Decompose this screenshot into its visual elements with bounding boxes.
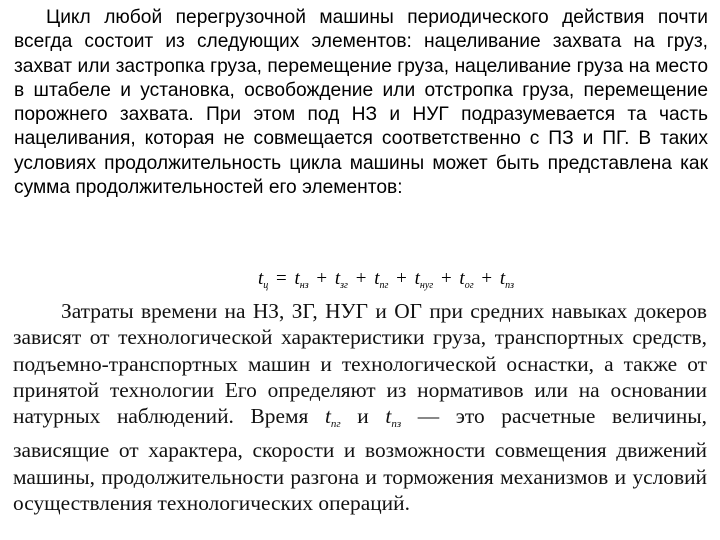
paragraph-time-costs-text-end: — это расчетные величины, зависящие от характера, скорости и возможности совмещения движений машины, продолжительности разгона и торможения механизмов и условий осуществления технологических операций. xyxy=(13,404,707,516)
paragraph-cycle-elements xyxy=(14,6,708,200)
conjunction-and: и xyxy=(340,404,386,429)
paragraph-time-costs xyxy=(13,298,707,516)
paragraph-time-costs-text-start: Затраты времени на НЗ, ЗГ, НУГ и ОГ при средних навыках докеров зависят от технологической характеристики груза, транспортных средств, подъемно-транспортных машин и технологической оснастки, а также от принятой технологии Его определяют из нормативов или на основании натурных наблюдений. Время xyxy=(13,299,707,429)
cycle-duration-formula xyxy=(258,265,518,293)
variable-t-pz: $t_{пз}$ xyxy=(385,404,402,431)
formula-equals: = xyxy=(276,268,287,289)
formula-plus: + xyxy=(396,268,407,289)
formula-plus: + xyxy=(316,268,328,289)
variable-t-pg: $t_{пг}$ xyxy=(324,404,341,431)
formula-term: $t_{ог}$ xyxy=(459,268,474,291)
formula-plus: + xyxy=(481,268,493,289)
paragraph-cycle-elements-text: Цикл любой перегрузочной машины периодического действия почти всегда состоит из следующих элементов: нацеливание захвата на груз, захват или застропка груза, перемещение груза, нацеливание груза на место в штабеле и установка, освобождение или отстропка груза, перемещение порожнего захвата. При этом под НЗ и НУГ подразумевается та часть нацеливания, которая не совмещается соответственно с ПЗ и ПГ. В таких условиях продолжительность цикла машины может быть представлена как сумма продолжительностей его элементов: xyxy=(14,7,708,199)
formula-term: $t_{пз}$ xyxy=(499,268,514,291)
formula-term: $t_{пг}$ xyxy=(374,268,389,291)
formula-term: $t_{нуг}$ xyxy=(414,268,434,291)
formula-plus: + xyxy=(440,268,452,289)
formula-plus: + xyxy=(355,268,367,289)
formula-term: $t_{зг}$ xyxy=(334,268,348,291)
formula-term: $t_{нз}$ xyxy=(294,268,309,291)
formula-lhs: $t_ц$ xyxy=(258,268,269,291)
